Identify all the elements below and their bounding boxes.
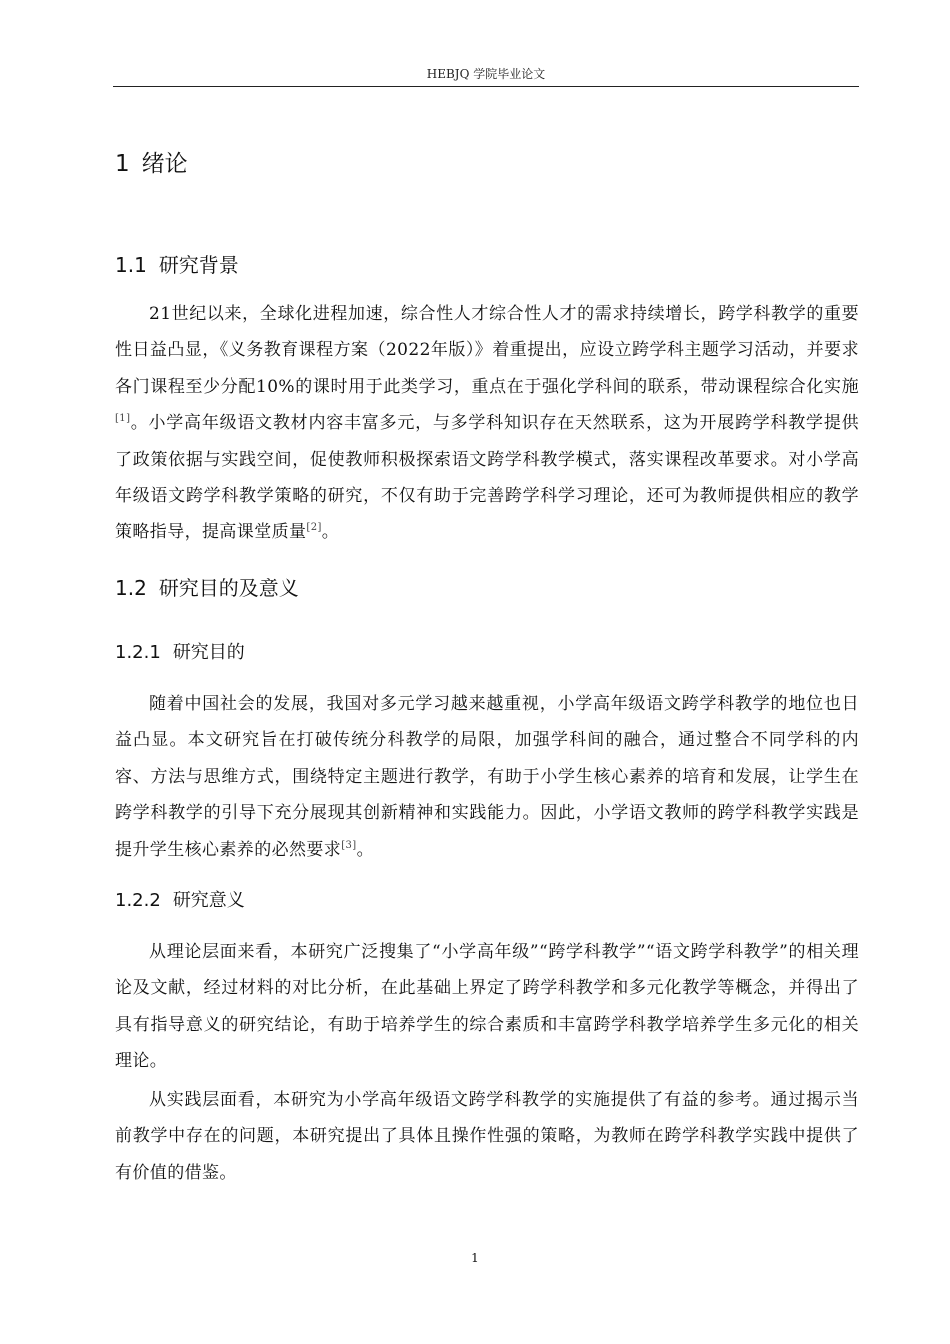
section-title: 研究背景 [158,253,239,277]
paragraph-text: 21世纪以来，全球化进程加速，综合性人才综合性人才的需求持续增长，跨学科教学的重要性日益凸显，《义务教育课程方案（2022年版）》着重提出，应设立跨学科主题学习活动，并要求各门课程至少分配10%的课时用于此类学习，重点在于强化学科间的联系，带动课程综合化实施 [115,304,859,397]
subsection-number: 1.2.2 [115,890,161,911]
subsection-number: 1.2.1 [115,642,161,663]
paragraph-purpose [115,686,859,868]
citation: [2] [306,522,322,534]
citation: [1] [115,413,131,425]
paragraph-practice: 从实践层面看，本研究为小学高年级语文跨学科教学的实施提供了有益的参考。通过揭示当前教学中存在的问题，本研究提出了具体且操作性强的策略，为教师在跨学科教学实践中提供了有价值的借鉴。 [115,1090,859,1183]
paragraph-theory: 从理论层面来看，本研究广泛搜集了“小学高年级”“跨学科教学”“语文跨学科教学”的相关理论及文献，经过材料的对比分析，在此基础上界定了跨学科教学和多元化教学等概念，并得出了具有指导意义的研究结论，有助于培养学生的综合素质和丰富跨学科教学培养学生多元化的相关理论。 [115,942,859,1072]
section-heading-1-1 [115,251,239,279]
paragraph-text: 。 [356,839,374,860]
chapter-number: 1 [115,151,130,177]
header-divider [113,86,859,87]
chapter-heading [115,148,188,180]
page-number: 1 [471,1251,479,1265]
subsection-heading-1-2-1 [115,640,245,666]
paragraph-text: 随着中国社会的发展，我国对多元学习越来越重视，小学高年级语文跨学科教学的地位也日益凸显。本文研究旨在打破传统分科教学的局限，加强学科间的融合，通过整合不同学科的内容、方法与思维方式，围绕特定主题进行教学，有助于小学生核心素养的培育和发展，让学生在跨学科教学的引导下充分展现其创新精神和实践能力。因此，小学语文教师的跨学科教学实践是提升学生核心素养的必然要求 [115,694,859,860]
subsection-title: 研究目的 [172,642,245,663]
subsection-title: 研究意义 [172,890,245,911]
paragraph-text: 。 [321,522,340,543]
section-number: 1.1 [115,253,147,277]
citation: [3] [341,839,357,851]
paragraph-text: 。小学高年级语文教材内容丰富多元，与多学科知识存在天然联系，这为开展跨学科教学提供了政策依据与实践空间，促使教师积极探索语文跨学科教学模式，落实课程改革要求。对小学高年级语文跨学科教学策略的研究，不仅有助于完善跨学科学习理论，还可为教师提供相应的教学策略指导，提高课堂质量 [115,413,859,543]
section-number: 1.2 [115,576,147,600]
chapter-title: 绪论 [141,151,188,177]
paragraph-background [115,296,859,551]
section-heading-1-2 [115,574,299,602]
running-header: HEBJQ 学院毕业论文 [426,67,546,81]
subsection-heading-1-2-2 [115,888,245,914]
section-title: 研究目的及意义 [158,576,299,600]
